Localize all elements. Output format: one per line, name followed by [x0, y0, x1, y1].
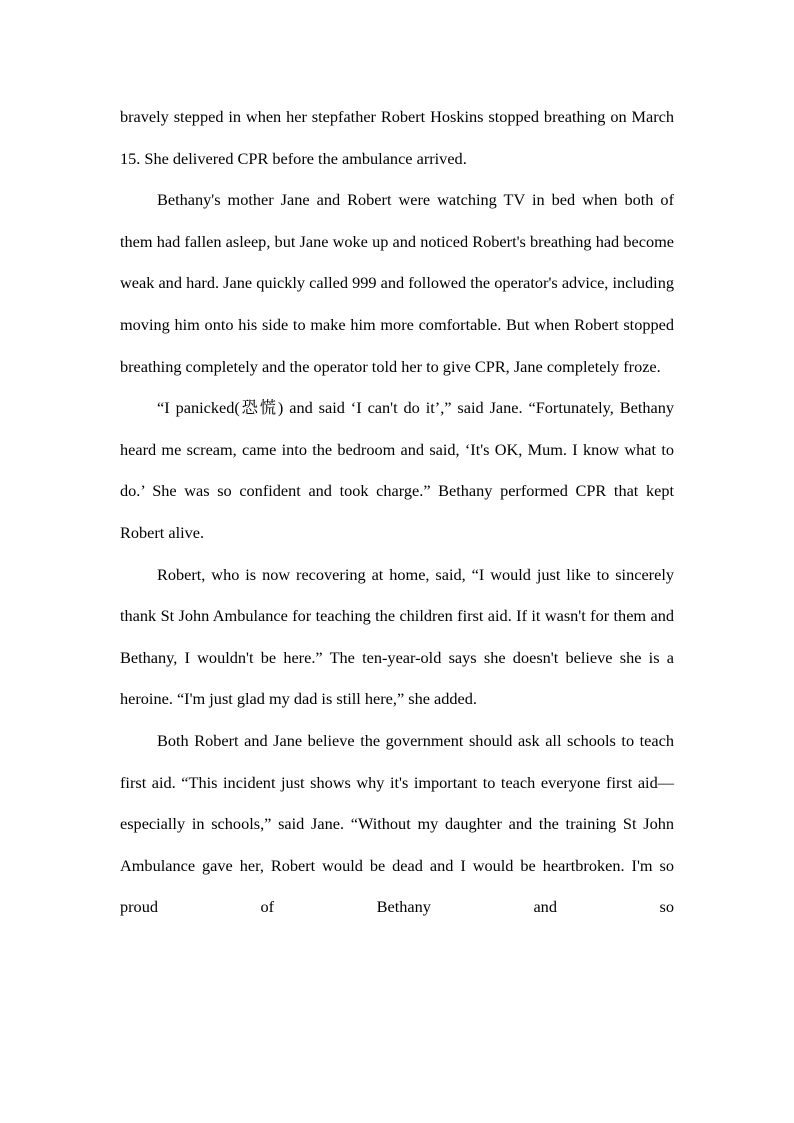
paragraph-jane-panicked: “I panicked(恐慌) and said ‘I can't do it’,” said Jane. “Fortunately, Bethany heard me scream, came into the bedroom and said, ‘It's OK, Mum. I know what to do.’ She was so confident and took charge.” Bethany performed CPR that kept Robert alive.: [120, 398, 674, 542]
paragraph-jane-noticed: Bethany's mother Jane and Robert were watching TV in bed when both of them had fallen asleep, but Jane woke up and noticed Robert's breathing had become weak and hard. Jane quickly called 999 and followed the operator's advice, including moving him onto his side to make him more comfortable. But when Robert stopped breathing completely and the operator told her to give CPR, Jane completely froze.: [120, 190, 674, 376]
paragraph-continuation: bravely stepped in when her stepfather Robert Hoskins stopped breathing on March 15. She delivered CPR before the ambulance arrived.: [120, 107, 674, 168]
paragraph-first-aid-schools: Both Robert and Jane believe the government should ask all schools to teach first aid. “This incident just shows why it's important to teach everyone first aid—especially in schools,” said Jane. “Without my daughter and the training St John Ambulance gave her, Robert would be dead and I would be heartbroken. I'm so proud of Bethany and so: [120, 730, 674, 917]
paragraph-robert-recovering: Robert, who is now recovering at home, said, “I would just like to sincerely thank St John Ambulance for teaching the children first aid. If it wasn't for them and Bethany, I wouldn't be here.” The ten-year-old says she doesn't believe she is a heroine. “I'm just glad my dad is still here,” she added.: [120, 564, 674, 709]
document-page: [120, 96, 674, 928]
